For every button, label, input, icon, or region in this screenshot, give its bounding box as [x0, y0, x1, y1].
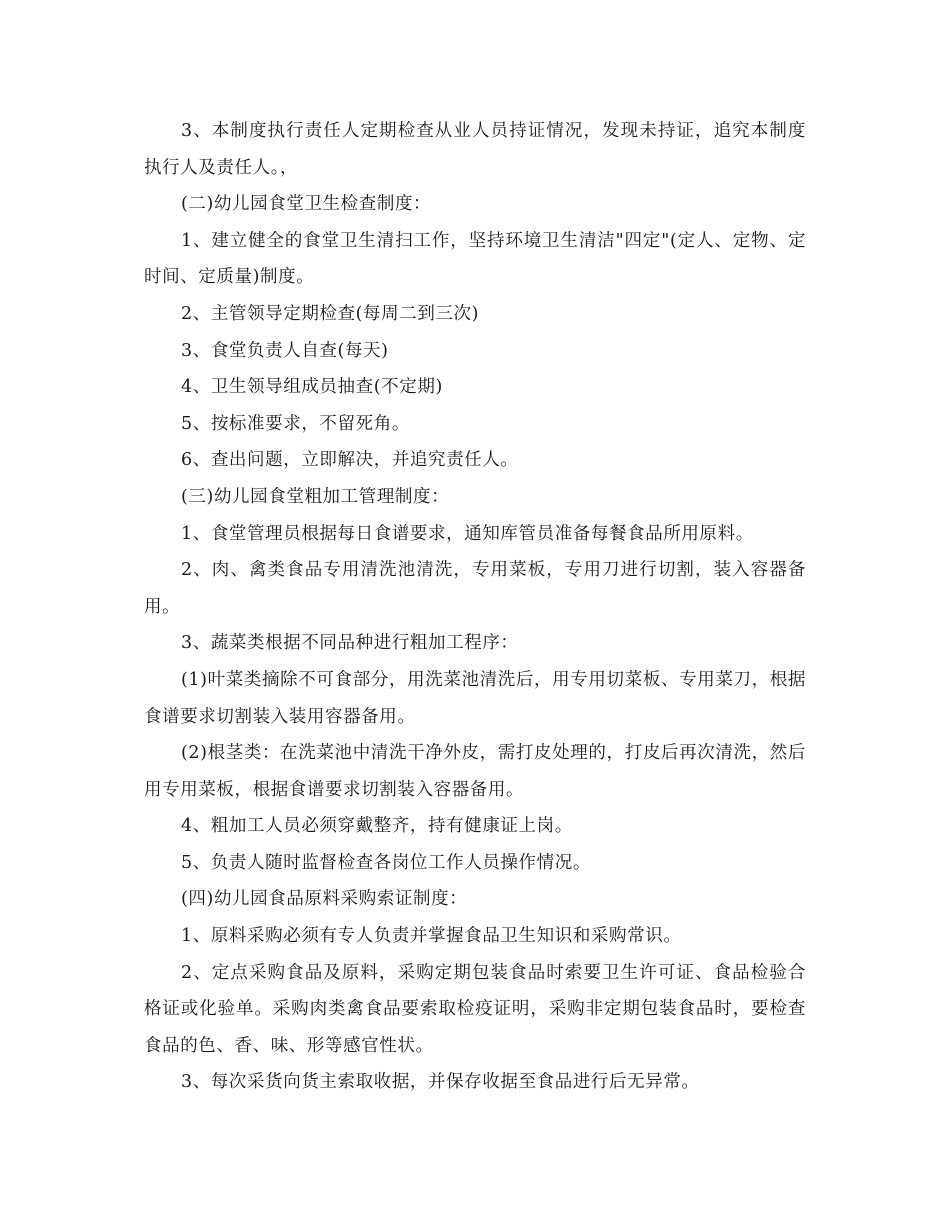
section-heading: (二)幼儿园食堂卫生检查制度： — [181, 194, 432, 215]
paragraph: 5、负责人随时监督检查各岗位工作人员操作情况。 — [181, 852, 591, 873]
section-heading: (四)幼儿园食品原料采购索证制度： — [181, 889, 468, 910]
paragraph: 3、每次采货向货主索取收据，并保存收据至食品进行后无异常。 — [181, 1072, 700, 1093]
paragraph: 1、建立健全的食堂卫生清扫工作，坚持环境卫生清洁"四定"(定人、定物、定时间、定质量)制度。 — [144, 230, 806, 288]
paragraph: 2、定点采购食品及原料，采购定期包装食品时索要卫生许可证、食品检验合格证或化验单。采购肉类禽食品要索取检疫证明，采购非定期包装食品时，要检查食品的色、香、味、形等感官性状。 — [144, 962, 806, 1056]
paragraph: (2)根茎类：在洗菜池中清洗干净外皮，需打皮处理的，打皮后再次清洗，然后用专用菜板，根据食谱要求切割装入容器备用。 — [144, 743, 806, 800]
paragraph: 6、查出问题，立即解决，并追究责任人。 — [181, 450, 519, 471]
paragraph: 2、主管领导定期检查(每周二到三次) — [181, 303, 480, 324]
document-body — [144, 113, 806, 1101]
paragraph: (1)叶菜类摘除不可食部分，用洗菜池清洗后，用专用切菜板、专用菜刀，根据食谱要求切割装入装用容器备用。 — [144, 669, 806, 727]
paragraph: 4、粗加工人员必须穿戴整齐，持有健康证上岗。 — [181, 816, 573, 837]
paragraph: 3、蔬菜类根据不同品种进行粗加工程序： — [181, 633, 519, 654]
paragraph: 2、肉、禽类食品专用清洗池清洗，专用菜板，专用刀进行切割，装入容器备用。 — [144, 560, 806, 617]
section-heading: (三)幼儿园食堂粗加工管理制度： — [181, 486, 450, 507]
paragraph: 4、卫生领导组成员抽查(不定期) — [181, 377, 443, 398]
paragraph: 1、食堂管理员根据每日食谱要求，通知库管员准备每餐食品所用原料。 — [181, 523, 754, 544]
paragraph: 1、原料采购必须有专人负责并掌握食品卫生知识和采购常识。 — [181, 926, 682, 947]
paragraph: 3、本制度执行责任人定期检查从业人员持证情况，发现未持证，追究本制度执行人及责任人。， — [144, 121, 806, 178]
paragraph: 3、食堂负责人自查(每天) — [181, 340, 389, 361]
paragraph: 5、按标准要求，不留死角。 — [181, 413, 410, 434]
